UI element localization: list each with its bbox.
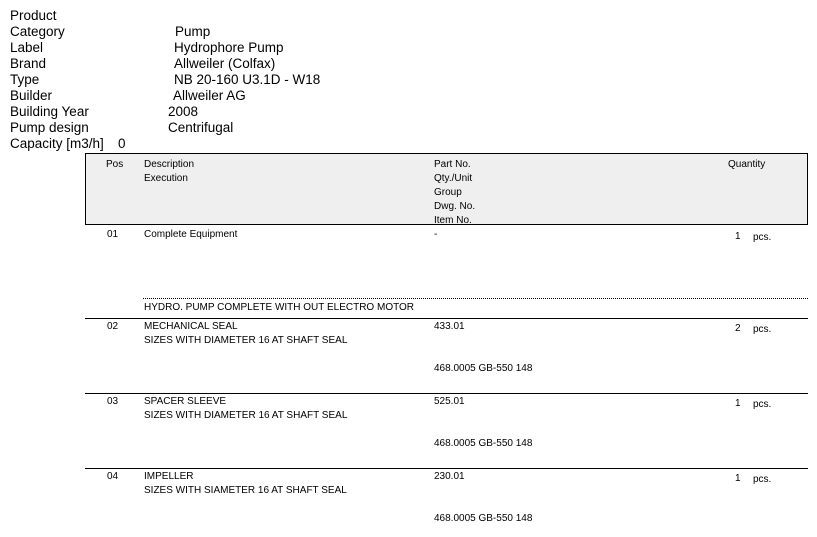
meta-label: Brand <box>10 56 47 71</box>
meta-label: Capacity [m3/h] <box>10 136 104 151</box>
row-execution-line: HYDRO. PUMP COMPLETE WITH OUT ELECTRO MOTOR <box>144 302 415 313</box>
row-divider <box>85 468 808 469</box>
row-execution: SIZES WITH DIAMETER 16 AT SHAFT SEAL <box>144 335 348 346</box>
row-description: SPACER SLEEVE <box>144 396 227 407</box>
product-heading: Product <box>10 8 57 23</box>
header-description: Description <box>144 159 195 170</box>
row-description: IMPELLER <box>144 471 194 482</box>
row-execution: SIZES WITH SIAMETER 16 AT SHAFT SEAL <box>144 485 347 496</box>
row-unit: pcs. <box>753 324 772 335</box>
header-description-stack <box>144 158 194 186</box>
row-divider <box>85 318 808 319</box>
header-pos: Pos <box>106 159 124 170</box>
row-qty: 2 <box>735 323 741 334</box>
row-part-no: 525.01 <box>434 396 465 407</box>
header-qty-unit: Qty./Unit <box>434 173 473 184</box>
header-quantity: Quantity <box>728 159 766 170</box>
row-drawing-no: 468.0005 GB-550 148 <box>434 363 533 374</box>
row-pos: 02 <box>107 321 119 332</box>
row-qty: 1 <box>735 231 741 242</box>
meta-value: 2008 <box>168 104 199 119</box>
meta-value: Allweiler (Colfax) <box>174 56 276 71</box>
row-unit: pcs. <box>753 399 772 410</box>
row-execution: SIZES WITH DIAMETER 16 AT SHAFT SEAL <box>144 410 348 421</box>
row-pos: 03 <box>107 396 119 407</box>
row-drawing-no: 468.0005 GB-550 148 <box>434 438 533 449</box>
meta-value: Hydrophore Pump <box>174 40 284 55</box>
row-drawing-no: 468.0005 GB-550 148 <box>434 513 533 524</box>
meta-label: Label <box>10 40 44 55</box>
header-part-no: Part No. <box>434 159 471 170</box>
row-qty: 1 <box>735 473 741 484</box>
row-unit: pcs. <box>753 474 772 485</box>
meta-value: 0 <box>118 136 126 151</box>
meta-label: Pump design <box>10 120 89 135</box>
row-divider <box>85 393 808 394</box>
row-description: MECHANICAL SEAL <box>144 321 238 332</box>
row-pos: 01 <box>107 229 119 240</box>
header-execution: Execution <box>144 173 188 184</box>
row-unit: pcs. <box>753 232 772 243</box>
meta-label: Category <box>10 24 65 39</box>
header-group: Group <box>434 187 462 198</box>
row-part-no: - <box>434 229 438 240</box>
row-description: Complete Equipment <box>144 229 238 240</box>
meta-value: Allweiler AG <box>173 88 246 103</box>
row-part-no: 230.01 <box>434 471 465 482</box>
row-qty: 1 <box>735 398 741 409</box>
meta-value: Pump <box>175 24 211 39</box>
meta-label: Type <box>10 72 40 87</box>
header-dwg-no: Dwg. No. <box>434 201 476 212</box>
row-pos: 04 <box>107 471 119 482</box>
header-part-stack <box>434 158 475 228</box>
row-dotted-divider <box>143 298 808 299</box>
meta-label: Building Year <box>10 104 89 119</box>
meta-value: Centrifugal <box>168 120 234 135</box>
row-part-no: 433.01 <box>434 321 465 332</box>
header-item-no: Item No. <box>434 215 472 226</box>
parts-table-header <box>85 153 808 225</box>
meta-value: NB 20-160 U3.1D - W18 <box>174 72 321 87</box>
meta-label: Builder <box>10 88 53 103</box>
